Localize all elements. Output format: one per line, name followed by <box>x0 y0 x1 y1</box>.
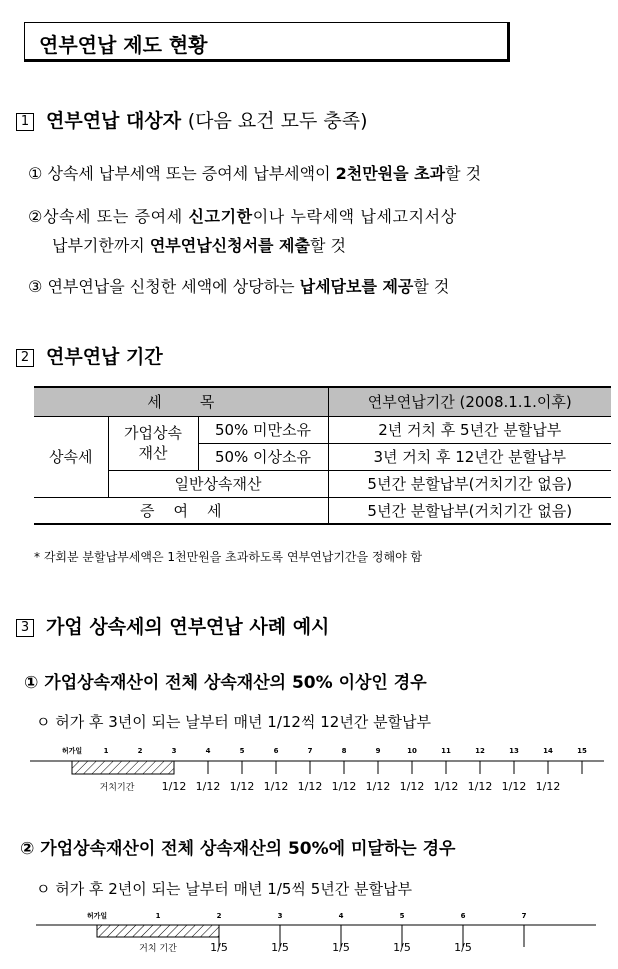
payment-fraction: 1/12 <box>263 780 289 793</box>
item-text: 할 것 <box>445 164 482 183</box>
tick-label: 14 <box>543 747 553 755</box>
payment-fraction: 1/12 <box>161 780 187 793</box>
section2-number: 2 <box>16 349 34 367</box>
section2-title: 연부연납 기간 <box>46 346 163 368</box>
item-text: 이나 누락세액 납세고지서상 <box>252 207 457 226</box>
tick-label: 허가일 <box>61 747 83 755</box>
table-cell-period: 5년간 분할납부(거치기간 없음) <box>328 470 611 497</box>
table-cell-period: 5년간 분할납부(거치기간 없음) <box>328 497 611 524</box>
payment-fraction: 1/12 <box>195 780 221 793</box>
table-header-item: 세 목 <box>34 387 328 416</box>
item-text: 납부기한까지 <box>52 236 150 255</box>
tick-label: 6 <box>273 747 279 755</box>
item-emphasis: 신고기한 <box>188 207 253 226</box>
requirement-2-line2 <box>52 233 346 256</box>
grace-period-bar <box>97 925 219 937</box>
tick-label: 2 <box>216 912 222 920</box>
page-title: 연부연납 제도 현황 <box>39 33 208 57</box>
section1-heading <box>16 106 368 133</box>
tick-label: 3 <box>171 747 177 755</box>
payment-fraction: 1/12 <box>467 780 493 793</box>
payment-fraction: 1/12 <box>365 780 391 793</box>
tick-label: 15 <box>577 747 587 755</box>
section2-heading <box>16 342 163 369</box>
table-cell-share: 50% 이상소유 <box>198 443 328 470</box>
tick-label: 5 <box>399 912 405 920</box>
section3-title: 가업 상속세의 연부연납 사례 예시 <box>46 616 330 638</box>
item-number: ③ <box>28 277 43 296</box>
table-footnote: * 각회분 분할납부세액은 1천만원을 초과하도록 연부연납기간을 정해야 함 <box>34 550 423 564</box>
section3-number: 3 <box>16 619 34 637</box>
table-header-period: 연부연납기간 (2008.1.1.이후) <box>328 387 611 416</box>
grace-period-label: 거치기간 <box>99 783 135 793</box>
table-cell-gift: 증 여 세 <box>34 497 328 524</box>
payment-fraction: 1/12 <box>535 780 561 793</box>
section1-title: 연부연납 대상자 <box>46 110 182 132</box>
table-cell-family-business: 가업상속 재산 <box>108 416 198 470</box>
table-cell-share: 50% 미만소유 <box>198 416 328 443</box>
item-number: ① <box>28 164 43 183</box>
payment-fraction: 1/5 <box>454 941 472 954</box>
tick-label: 13 <box>509 747 519 755</box>
requirement-3 <box>28 274 449 297</box>
section1-number: 1 <box>16 113 34 131</box>
grace-period-bar <box>72 761 174 774</box>
item-text: 할 것 <box>309 236 346 255</box>
table-cell-inheritance: 상속세 <box>34 416 108 497</box>
case1-description: ㅇ 허가 후 3년이 되는 날부터 매년 1/12씩 12년간 분할납부 <box>36 713 432 731</box>
tick-label: 7 <box>521 912 527 920</box>
item-emphasis: 납세담보를 제공 <box>299 277 414 296</box>
item-text: 상속세 또는 증여세 <box>42 207 189 226</box>
payment-fraction: 1/5 <box>210 941 228 954</box>
payment-fraction: 1/12 <box>399 780 425 793</box>
section1-subtitle: (다음 요건 모두 충족) <box>187 110 368 132</box>
tick-label: 8 <box>341 747 347 755</box>
payment-fraction: 1/12 <box>331 780 357 793</box>
title-box <box>24 22 510 62</box>
item-number: ② <box>28 207 43 226</box>
payment-fraction: 1/12 <box>297 780 323 793</box>
timeline-case2 <box>36 911 596 954</box>
item-text: 상속세 납부세액 또는 증여세 납부세액이 <box>47 164 336 183</box>
grace-period-label: 거치 기간 <box>139 944 177 954</box>
tick-label: 9 <box>375 747 381 755</box>
item-text: 할 것 <box>413 277 450 296</box>
table-cell-period: 2년 거치 후 5년간 분할납부 <box>328 416 611 443</box>
tick-label: 1 <box>103 747 109 755</box>
installment-period-table <box>34 386 611 525</box>
requirement-1 <box>28 161 481 184</box>
payment-fraction: 1/5 <box>393 941 411 954</box>
tick-label: 3 <box>277 912 283 920</box>
tick-label: 2 <box>137 747 143 755</box>
payment-fraction: 1/12 <box>433 780 459 793</box>
tick-label: 6 <box>460 912 466 920</box>
case1-title: ① 가업상속재산이 전체 상속재산의 50% 이상인 경우 <box>24 673 427 693</box>
case2-description: ㅇ 허가 후 2년이 되는 날부터 매년 1/5씩 5년간 분할납부 <box>36 880 412 898</box>
item-text: 연부연납을 신청한 세액에 상당하는 <box>47 277 300 296</box>
payment-fraction: 1/12 <box>501 780 527 793</box>
tick-label: 11 <box>441 747 451 755</box>
payment-fraction: 1/5 <box>271 941 289 954</box>
tick-label: 5 <box>239 747 245 755</box>
tick-label: 허가일 <box>86 912 108 920</box>
case2-title: ② 가업상속재산이 전체 상속재산의 50%에 미달하는 경우 <box>20 839 456 859</box>
item-emphasis: 2천만원을 초과 <box>335 164 446 183</box>
table-cell-general: 일반상속재산 <box>108 470 328 497</box>
payment-fraction: 1/5 <box>332 941 350 954</box>
tick-label: 10 <box>407 747 417 755</box>
payment-fraction: 1/12 <box>229 780 255 793</box>
tick-label: 7 <box>307 747 313 755</box>
tick-label: 4 <box>338 912 344 920</box>
item-emphasis: 연부연납신청서를 제출 <box>149 236 310 255</box>
tick-label: 1 <box>155 912 161 920</box>
table-cell-period: 3년 거치 후 12년간 분할납부 <box>328 443 611 470</box>
tick-label: 4 <box>205 747 211 755</box>
timeline-case1 <box>30 746 604 793</box>
section3-heading <box>16 612 329 639</box>
tick-label: 12 <box>475 747 485 755</box>
requirement-2 <box>28 204 457 227</box>
